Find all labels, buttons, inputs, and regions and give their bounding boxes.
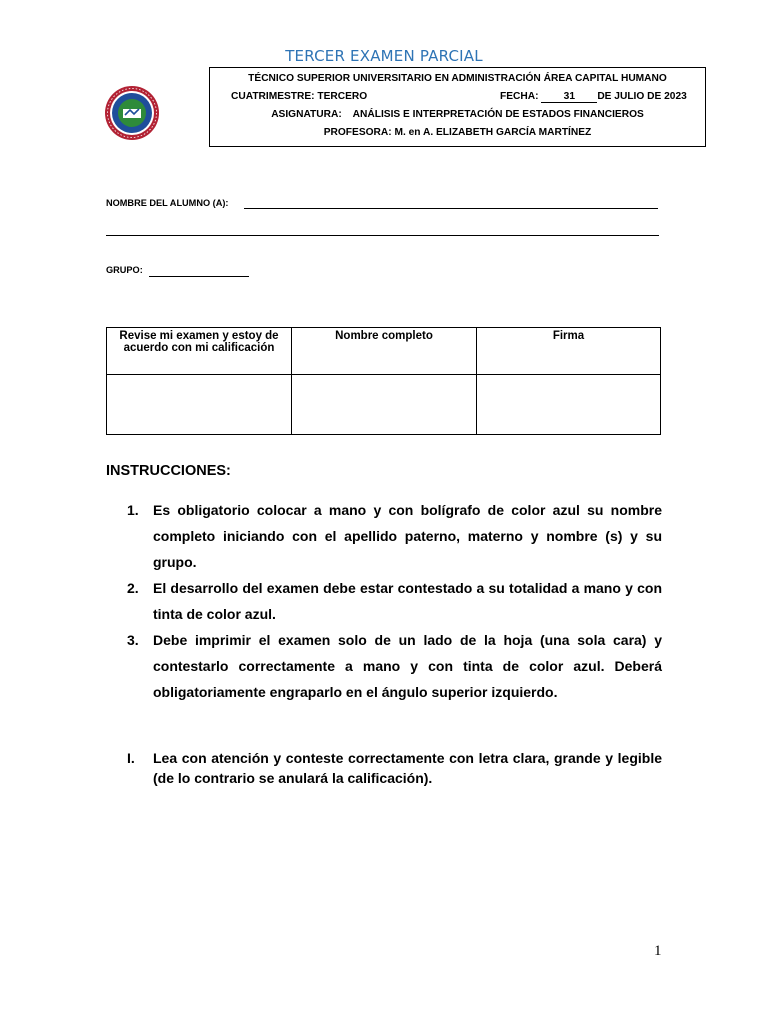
list-item-number: 1.: [127, 502, 139, 518]
exam-header-box: [209, 67, 706, 147]
cuatrimestre-text: CUATRIMESTRE: TERCERO: [231, 91, 368, 102]
name-cell[interactable]: [292, 375, 477, 435]
exam-title: TERCER EXAMEN PARCIAL: [285, 47, 483, 65]
table-row: [107, 375, 661, 435]
list-item: [106, 497, 662, 575]
review-cell[interactable]: [107, 375, 292, 435]
signature-cell[interactable]: [477, 375, 661, 435]
university-seal-icon: [104, 85, 160, 141]
program-line: TÉCNICO SUPERIOR UNIVERSITARIO EN ADMINISTRACIÓN ÁREA CAPITAL HUMANO: [248, 73, 667, 84]
instructions-list: [106, 497, 662, 705]
section-number: I.: [127, 750, 135, 766]
profesora-line: PROFESORA: M. en A. ELIZABETH GARCÍA MARTÍNEZ: [323, 127, 592, 138]
asignatura-line: ASIGNATURA: ANÁLISIS E INTERPRETACIÓN DE ESTADOS FINANCIEROS: [271, 109, 644, 120]
student-name-line-2[interactable]: [106, 235, 659, 236]
header-cell-name: Nombre completo: [292, 328, 477, 375]
fecha-rest: DE JULIO DE 2023: [597, 91, 687, 102]
header-cell-signature: Firma: [477, 328, 661, 375]
table-header-row: [107, 328, 661, 375]
list-item-number: 2.: [127, 580, 139, 596]
instructions-title: INSTRUCCIONES:: [106, 463, 231, 479]
group-label: GRUPO:: [106, 265, 143, 275]
student-name-label: NOMBRE DEL ALUMNO (A):: [106, 198, 229, 208]
list-item-number: 3.: [127, 632, 139, 648]
page-number: 1: [654, 943, 662, 959]
list-item: [106, 627, 662, 705]
list-item-text: El desarrollo del examen debe estar contestado a su totalidad a mano y con tinta de color azul.: [153, 580, 662, 622]
section-text: Lea con atención y conteste correctamente con letra clara, grande y legible (de lo contrario se anulará la calificación).: [153, 750, 662, 786]
section-one: [106, 748, 662, 788]
group-line[interactable]: [149, 276, 249, 277]
student-name-line[interactable]: [244, 208, 658, 209]
fecha-label: FECHA:: [500, 91, 539, 102]
header-cell-review: Revise mi examen y estoy de acuerdo con mi calificación: [107, 328, 292, 375]
fecha-group: [500, 91, 687, 103]
list-item-text: Es obligatorio colocar a mano y con bolígrafo de color azul su nombre completo iniciando con el apellido paterno, materno y nombre (s) y su grupo.: [153, 502, 662, 570]
fecha-day: 31: [541, 91, 597, 103]
signature-table: [106, 327, 661, 435]
list-item-text: Debe imprimir el examen solo de un lado de la hoja (una sola cara) y contestarlo correctamente a mano y con tinta de color azul. Deberá obligatoriamente engraparlo en el ángulo superior izquierdo.: [153, 632, 662, 700]
list-item: [106, 575, 662, 627]
